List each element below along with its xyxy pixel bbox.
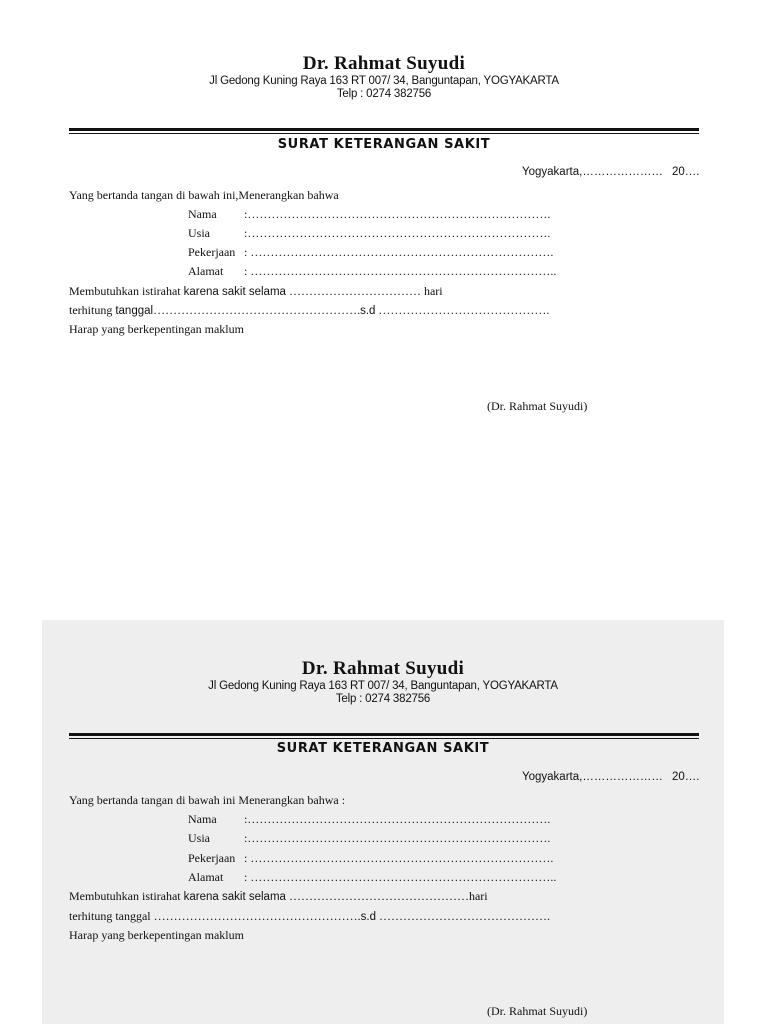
doctor-name: Dr. Rahmat Suyudi	[301, 658, 465, 679]
rest-line	[69, 889, 488, 904]
field-value-nama: :………………………………………………………………….	[244, 812, 551, 826]
field-label-alamat: Alamat	[188, 870, 224, 884]
clinic-phone: Telp : 0274 382756	[335, 693, 431, 705]
header-rule-thick	[69, 128, 699, 131]
header-rule-thin	[69, 133, 699, 134]
date-year: 20….	[672, 166, 700, 178]
header-rule-thin	[69, 738, 699, 739]
rest-dots: ………………………………………hari	[288, 889, 488, 903]
rest-middle: karena sakit selama	[183, 891, 286, 903]
period-sd: s.d	[360, 911, 376, 923]
period-word: tanggal	[115, 305, 154, 317]
clinic-address: Jl Gedong Kuning Raya 163 RT 007/ 34, Banguntapan, YOGYAKARTA	[209, 75, 559, 87]
field-value-usia: :………………………………………………………………….	[244, 226, 551, 240]
date-year: 20….	[672, 771, 700, 783]
field-label-pekerjaan: Pekerjaan	[188, 245, 236, 259]
field-label-nama: Nama	[188, 207, 217, 221]
period-line	[69, 303, 549, 318]
field-label-nama: Nama	[188, 812, 217, 826]
period-line	[69, 909, 550, 924]
letter-2	[42, 620, 724, 1024]
intro-text: Yang bertanda tangan di bawah ini,Menerangkan bahwa	[69, 188, 339, 202]
period-dots-start: …………………………………………….	[153, 909, 361, 923]
signature: (Dr. Rahmat Suyudi)	[487, 1004, 588, 1018]
intro-text: Yang bertanda tangan di bawah ini Menerangkan bahwa :	[69, 793, 346, 807]
rest-dots: …………………………… hari	[288, 284, 443, 298]
date-place: Yogyakarta,…………………	[522, 771, 663, 783]
period-prefix: terhitung	[69, 303, 113, 317]
rest-line	[69, 284, 443, 299]
field-value-usia: :………………………………………………………………….	[244, 831, 551, 845]
clinic-phone: Telp : 0274 382756	[336, 88, 432, 100]
field-value-pekerjaan: : ………………………………………………………………….	[244, 245, 554, 259]
field-label-alamat: Alamat	[188, 264, 224, 278]
period-sd: s.d	[360, 305, 376, 317]
period-dots-end: …………………………………….	[378, 303, 550, 317]
period-dots-start: …………………………………………….	[153, 303, 361, 317]
date-place: Yogyakarta,…………………	[522, 166, 663, 178]
rest-prefix: Membutuhkan istirahat	[69, 889, 181, 903]
header-rule-thick	[69, 733, 699, 736]
field-label-usia: Usia	[188, 226, 210, 240]
field-value-alamat: : …………………………………………………………………..	[244, 264, 557, 278]
closing-text: Harap yang berkepentingan maklum	[69, 928, 244, 942]
field-value-alamat: : …………………………………………………………………..	[244, 870, 557, 884]
closing-text: Harap yang berkepentingan maklum	[69, 322, 244, 336]
letter-title: SURAT KETERANGAN SAKIT	[277, 137, 491, 152]
rest-middle: karena sakit selama	[183, 286, 286, 298]
letter-title: SURAT KETERANGAN SAKIT	[276, 741, 490, 756]
field-value-nama: :………………………………………………………………….	[244, 207, 551, 221]
doctor-name: Dr. Rahmat Suyudi	[302, 53, 466, 74]
field-value-pekerjaan: : ………………………………………………………………….	[244, 851, 554, 865]
period-dots-end: …………………………………….	[379, 909, 550, 923]
field-label-pekerjaan: Pekerjaan	[188, 851, 236, 865]
rest-prefix: Membutuhkan istirahat	[69, 284, 181, 298]
clinic-address: Jl Gedong Kuning Raya 163 RT 007/ 34, Banguntapan, YOGYAKARTA	[208, 680, 558, 692]
field-label-usia: Usia	[188, 831, 210, 845]
signature: (Dr. Rahmat Suyudi)	[487, 399, 588, 413]
period-prefix: terhitung tanggal	[69, 909, 151, 923]
